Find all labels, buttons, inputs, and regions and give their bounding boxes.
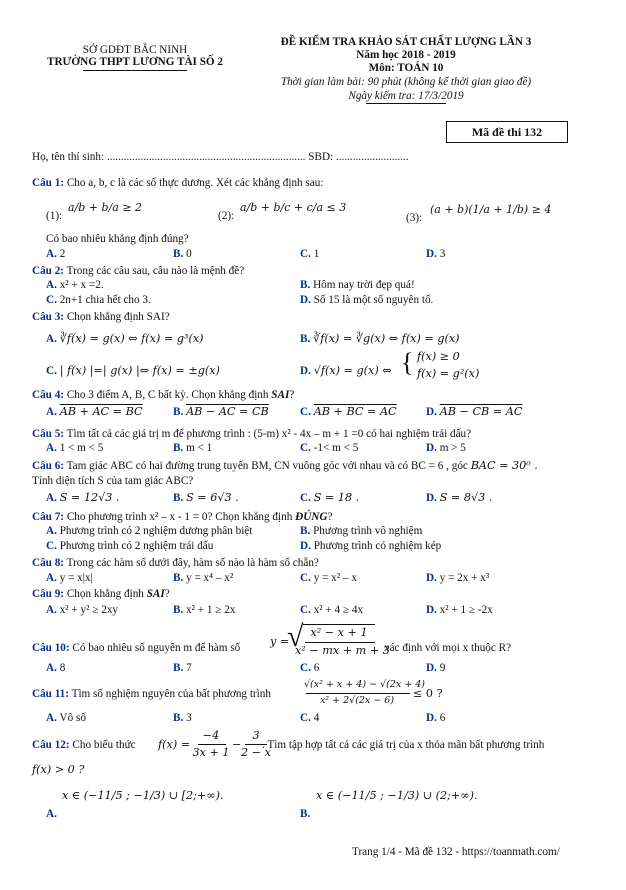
option-text: AB + AC = BC [59,405,143,418]
statement-2: a/b + b/c + c/a ≤ 3 [240,201,347,214]
option-a[interactable] [46,525,252,538]
exam-code-box: Mã đề thi 132 [446,121,568,143]
option-label: C. [300,712,311,724]
department-name: SỞ GDĐT BẮC NINH [82,44,188,56]
option-b-expression: x ∈ (−11/5 ; −1/3) ∪ (2;+∞). [316,789,478,802]
question-stem: Trong các hàm số dưới đây, hàm số nào là hàm số chẵn? [66,557,319,569]
fraction-bar [305,642,375,643]
fraction-numerator: x² − x + 1 [310,626,368,639]
option-label: C. [300,406,311,418]
question-label: Câu 12: [32,739,70,751]
system-row-1: f(x) ≥ 0 [417,350,460,363]
option-label: B. [300,279,311,291]
question-7: Câu 7: Cho phương trình x² – x - 1 = 0? Chọn khẳng định ĐÚNG? [32,511,333,523]
option-text: ∛f(x) = ∛g(x) ⇔ f(x) = g(x) [313,332,460,345]
question-5 [32,428,471,441]
option-a[interactable] [46,662,65,675]
option-a[interactable] [46,248,65,261]
minus-sign: − [232,738,242,751]
option-b[interactable] [173,712,192,725]
option-d[interactable] [426,406,522,419]
option-c[interactable] [300,572,357,585]
option-text: 0 [186,248,192,260]
option-a[interactable] [46,572,93,585]
option-label: B. [173,492,184,504]
option-b[interactable] [173,406,269,419]
option-text: 3 [186,712,192,724]
option-text: 9 [439,662,446,674]
question-label: Câu 8: [32,557,65,569]
question-emphasis: SAI [146,588,165,600]
option-text: 8 [59,662,66,674]
option-a-expression: x ∈ (−11/5 ; −1/3) ∪ [2;+∞). [62,789,224,802]
question-stem: Chọn khẳng định SAI? [66,311,170,323]
statement-1-label: (1): [46,210,63,222]
question-label: Câu 9: [32,588,65,600]
option-b[interactable] [173,492,239,505]
option-a[interactable]: A. [46,808,57,820]
option-label: D. [426,662,437,674]
question-stem: Tìm số nghiệm nguyên của bất phương trình [71,688,271,700]
option-text: | f(x) |=| g(x) |⇔ f(x) = ±g(x) [59,364,220,377]
fraction-1-bar [198,744,226,745]
sqrt-bar [303,624,375,625]
question-stem: Cho 3 điểm A, B, C bất kỳ. Chọn khẳng định [66,389,269,401]
question-label: Câu 6: [32,460,65,472]
option-d[interactable] [300,540,441,553]
option-d[interactable] [300,294,433,307]
statement-2-label: (2): [218,210,235,222]
option-c[interactable] [300,406,397,419]
question-label: Câu 11: [32,688,69,700]
option-label: A. [46,248,57,260]
question-stem: Chọn khẳng định [66,588,144,600]
option-c[interactable] [300,248,319,261]
angle-value: BAC = 30⁰ . [470,459,538,472]
question-emphasis: SAI [271,389,290,401]
option-text: m < 1 [186,442,213,454]
option-a[interactable] [46,279,104,292]
option-c[interactable] [300,604,363,617]
question-condition: f(x) > 0 ? [32,763,85,776]
option-c[interactable] [46,294,151,307]
option-d[interactable] [426,442,466,455]
option-text: Phương trình có 2 nghiệm trái dấu [59,540,214,552]
option-b[interactable]: B. [300,808,311,820]
brace-icon: { [401,348,414,377]
option-d[interactable] [426,572,489,585]
exam-duration: Thời gian làm bài: 90 phút (không kể thời gian giao đề) [280,76,532,88]
option-text: 1 < m < 5 [59,442,104,454]
student-info-line: Họ, tên thí sinh: ....................................................................... SBD: .......................... [32,151,409,163]
school-year: Năm học 2018 - 2019 [356,49,456,61]
option-label: A. [46,525,57,537]
question-8 [32,557,319,570]
question-stem: Tam giác ABC có hai đường trung tuyến BM, CN vuông góc với nhau và có BC = 6 , góc [66,460,468,472]
question-label: Câu 7: [32,511,65,523]
option-text: y = x⁴ – x² [186,572,234,584]
option-label: C. [46,365,57,377]
option-label: D. [426,604,437,616]
question-stem: Cho biểu thức [72,739,136,751]
option-text: Phương trình có 2 nghiệm dương phân biệt [59,525,253,537]
option-label: D. [300,540,311,552]
option-label: C. [300,492,311,504]
question-1 [32,177,323,190]
option-label: A. [46,572,57,584]
option-label: D. [426,248,437,260]
option-b[interactable] [173,604,235,617]
fraction-numerator: √(x² + x + 4) − √(2x + 4) [304,679,425,690]
question-tail: . Tìm tập hợp tất cả các giá trị của x thỏa mãn bất phương trình [262,739,545,751]
option-text: x² + x =2. [59,279,104,291]
option-label: A. [46,604,57,616]
option-label: D. [426,406,437,418]
option-d[interactable] [426,712,445,725]
subject: Môn: TOÁN 10 [368,62,444,74]
option-text: AB − CB = AC [439,405,523,418]
question-label: Câu 3: [32,311,65,323]
option-text: x² + 4 ≥ 4x [313,604,364,616]
option-text: Phương trình có nghiệm kép [313,540,442,552]
option-label: A. [46,712,57,724]
option-a[interactable] [46,406,143,419]
option-text: x² + 1 ≥ 2x [186,604,236,616]
question-9: Câu 9: Chọn khẳng định SAI? [32,588,170,600]
option-text: y = 2x + x³ [439,572,490,584]
option-label: B. [300,525,311,537]
question-label: Câu 5: [32,428,65,440]
option-label: C. [300,604,311,616]
option-b[interactable] [173,572,233,585]
option-text: 4 [313,712,320,724]
option-label: C. [46,294,57,306]
option-b[interactable] [173,662,192,675]
option-label: D. [426,442,437,454]
header-underline-right [366,103,446,104]
fraction-2-numerator: 3 [252,729,260,742]
option-label: B. [173,248,184,260]
option-text: 6 [439,712,446,724]
option-text: S = 8√3 . [439,491,493,504]
question-6 [32,460,538,473]
option-a[interactable] [46,604,118,617]
question-12 [32,739,136,752]
option-label: D. [300,365,311,377]
fraction-denominator: x² + 2√(2x − 6) [319,695,395,706]
question-label: Câu 2: [32,265,65,277]
question-11 [32,688,271,701]
option-label: A. [46,662,57,674]
statement-3: (a + b)(1/a + 1/b) ≥ 4 [430,203,552,216]
question-label: Câu 1: [32,177,65,189]
page-footer: Trang 1/4 - Mã đề 132 - https://toanmath.com/ [352,846,560,858]
option-text: m > 5 [439,442,466,454]
option-text: Vô số [59,712,86,724]
option-text: 7 [186,662,192,674]
question-stem: Tìm tất cả các giá trị m để phương trình : (5-m) x² - 4x – m + 1 =0 có hai nghiệm trái dấu? [66,428,472,440]
option-label: B. [173,572,184,584]
option-d[interactable] [426,604,493,617]
option-c[interactable] [46,540,213,553]
question-10 [32,642,240,655]
option-label: C. [300,442,311,454]
option-label: C. [300,248,311,260]
option-label: A. [46,333,57,345]
question-ask: Có bao nhiêu khẳng định đúng? [46,233,189,245]
option-text: S = 12√3 . [59,491,120,504]
option-label: B. [173,662,184,674]
statement-3-label: (3): [406,212,423,224]
question-4: Câu 4: Cho 3 điểm A, B, C bất kỳ. Chọn khẳng định SAI? [32,389,295,401]
fraction-bar [306,693,410,694]
option-label: B. [173,712,184,724]
option-d[interactable] [426,492,492,505]
option-a[interactable] [46,492,119,505]
option-text: y = x|x| [59,572,93,584]
question-stem: Trong các câu sau, câu nào là mệnh đề? [66,265,245,277]
option-text: 1 [313,248,320,260]
option-c[interactable] [300,662,319,675]
option-label: B. [300,333,311,345]
option-d[interactable] [300,365,392,378]
fraction-2-denominator: 2 − x [241,746,271,759]
option-text: 2n+1 chia hết cho 3. [59,294,151,306]
option-label: D. [426,492,437,504]
option-text: AB − AC = CB [186,405,269,418]
option-d[interactable] [426,248,445,261]
option-b[interactable] [300,333,460,346]
option-b[interactable] [300,525,422,538]
question-3 [32,311,170,324]
option-label: B. [173,406,184,418]
option-c[interactable] [300,712,319,725]
sqrt-icon: √ [287,620,304,653]
option-label: D. [426,712,437,724]
statement-1: a/b + b/a ≥ 2 [68,201,143,214]
option-text: 6 [313,662,320,674]
option-b[interactable] [173,248,192,261]
question-label: Câu 10: [32,642,70,654]
option-text: x² + y² ≥ 2xy [59,604,119,616]
option-a[interactable] [46,442,103,455]
option-label: A. [46,279,57,291]
option-text: S = 18 . [313,491,360,504]
option-a[interactable] [46,333,204,346]
question-stem: Cho a, b, c là các số thực dương. Xét các khẳng định sau: [66,177,324,189]
system-row-2: f(x) = g²(x) [417,367,480,380]
option-text: 3 [439,248,446,260]
option-label: D. [300,294,311,306]
question-label: Câu 4: [32,389,65,401]
option-c[interactable] [46,365,220,378]
function-y: y = [270,635,290,648]
option-text: Số 15 là một số nguyên tố. [313,294,434,306]
option-label: D. [426,572,437,584]
exam-title: ĐỀ KIỂM TRA KHẢO SÁT CHẤT LƯỢNG LẦN 3 [280,36,532,48]
option-text: S = 6√3 . [186,491,239,504]
fraction-1-denominator: 3x + 1 [192,746,230,759]
option-c[interactable] [300,442,358,455]
option-text: -1< m < 5 [313,442,359,454]
option-text: 2 [59,248,66,260]
option-b[interactable] [300,279,415,292]
option-c[interactable] [300,492,359,505]
option-label: A. [46,406,57,418]
option-label: C. [46,540,57,552]
option-text: x² + 1 ≥ -2x [439,604,493,616]
inequality-relation: ≤ 0 ? [413,687,443,700]
header-underline-left [83,70,187,71]
question-tail: xác định với mọi x thuộc R? [384,642,512,654]
option-text: ∛f(x) = g(x) ⇔ f(x) = g³(x) [59,332,204,345]
option-label: C. [300,572,311,584]
question-stem: Có bao nhiêu số nguyên m để hàm số [72,642,241,654]
option-label: B. [173,604,184,616]
option-label: A. [46,442,57,454]
option-b[interactable] [173,442,212,455]
option-label: A. [46,492,57,504]
fraction-denominator: x² − mx + m + 3 [295,644,390,657]
option-a[interactable] [46,712,86,725]
question-stem: Cho phương trình x² – x - 1 = 0? Chọn khẳng định [66,511,293,523]
question-emphasis: ĐÚNG [295,511,328,523]
option-text: Hôm nay trời đẹp quá! [313,279,415,291]
option-text: AB + BC = AC [313,405,397,418]
option-text: √f(x) = g(x) ⇔ [313,364,392,377]
question-6-continued: Tính diện tích S của tam giác ABC? [32,475,194,487]
exam-date: Ngày kiểm tra: 17/3/2019 [348,90,464,102]
option-label: C. [300,662,311,674]
school-name: TRƯỜNG THPT LƯƠNG TÀI SỐ 2 [46,56,224,68]
function-f: f(x) = [158,738,191,751]
question-2 [32,265,244,278]
option-label: B. [173,442,184,454]
fraction-1-numerator: −4 [202,729,220,742]
option-text: y = x² – x [313,572,357,584]
option-text: Phương trình vô nghiệm [313,525,423,537]
option-d[interactable] [426,662,445,675]
